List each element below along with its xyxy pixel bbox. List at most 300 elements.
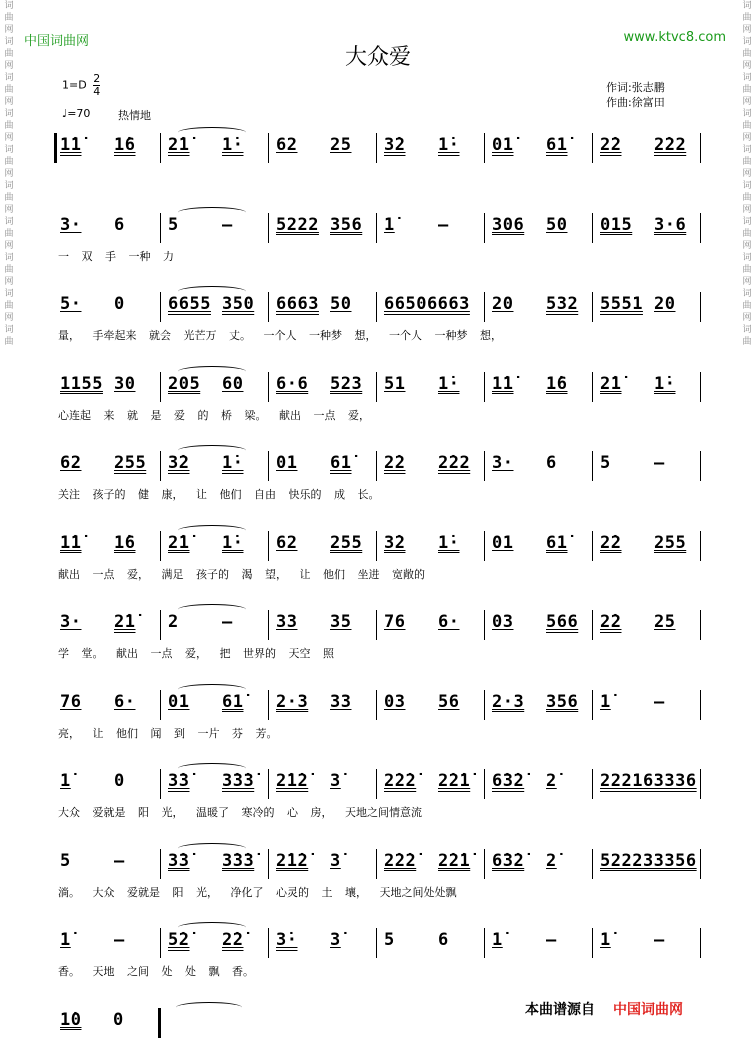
note-group: 0: [114, 771, 125, 791]
note-group: 2̇2̇1̇: [438, 771, 471, 791]
note-group: 3·6: [654, 214, 687, 235]
slur: [178, 843, 246, 854]
score-system: [54, 449, 702, 507]
note-group: 1̇0: [60, 1009, 82, 1030]
note-group: 2̇2̇2̇: [384, 850, 417, 871]
note-group: 3·: [492, 453, 514, 473]
note-group: —: [546, 930, 557, 950]
watermark-char: 曲: [4, 193, 14, 203]
watermark-char: 曲: [4, 265, 14, 275]
slur: [178, 127, 246, 138]
expression-mark: 热情地: [118, 109, 151, 122]
barline: [484, 531, 485, 561]
note-group: 1̇·: [222, 453, 244, 473]
slur: [178, 604, 246, 615]
note-group: 61̇: [330, 453, 352, 473]
barline: [592, 213, 593, 243]
note-group: 532: [546, 294, 579, 314]
credits: [606, 80, 665, 110]
slur: [176, 1002, 242, 1013]
watermark-char: 网: [742, 169, 752, 179]
note-group: 1̇·: [654, 373, 676, 394]
note-group: 1̇6: [546, 373, 568, 394]
watermark-char: 词: [4, 145, 14, 155]
note-group: 01̇: [492, 135, 514, 155]
note-group: 1̇1̇: [60, 135, 82, 155]
note-group: 5: [384, 930, 395, 950]
lyric-line: 量， 手牵起来 就会 光芒万 丈。 一个人 一种梦 想， 一个人 一种梦 想，: [58, 329, 502, 342]
site-url[interactable]: www.ktvc8.com: [623, 30, 726, 45]
watermark-char: 曲: [4, 13, 14, 23]
note-group: 3·: [60, 214, 82, 235]
watermark-char: 曲: [4, 229, 14, 239]
note-group: 50: [546, 214, 568, 235]
watermark-char: 词: [742, 37, 752, 47]
note-group: 1̇: [492, 930, 503, 950]
note-group: —: [222, 214, 233, 235]
note-group: 51: [384, 373, 406, 394]
note-group: 2̇1̇2̇: [276, 771, 309, 791]
lyric-line: 大众 爱就是 阳 光， 温暖了 寒冷的 心 房， 天地之间情意流: [58, 806, 422, 819]
note-group: 1̇6: [114, 532, 136, 553]
barline: [700, 133, 701, 163]
barline: [268, 133, 269, 163]
note-group: —: [438, 214, 449, 235]
note-group: 56: [438, 691, 460, 712]
note-group: 306: [492, 214, 525, 235]
barline: [160, 531, 161, 561]
watermark-char: 网: [742, 313, 752, 323]
watermark-char: 词: [742, 109, 752, 119]
note-group: 255: [114, 453, 147, 473]
note-group: 61̇: [222, 691, 244, 712]
watermark-char: 曲: [4, 85, 14, 95]
lyric-line: 香。 天地 之间 处 处 飘 香。: [58, 965, 254, 978]
note-group: 3̇2: [384, 532, 406, 553]
watermark-char: 网: [4, 133, 14, 143]
key-label: 1=D: [62, 78, 87, 92]
note-group: 6663: [276, 294, 319, 314]
watermark-char: 词: [4, 1, 14, 11]
score-system: [54, 767, 702, 825]
note-group: 1̇: [600, 691, 611, 712]
watermark-char: 曲: [742, 229, 752, 239]
watermark-char: 网: [4, 169, 14, 179]
watermark-char: 词: [742, 73, 752, 83]
watermark-char: 曲: [742, 193, 752, 203]
watermark-char: 词: [4, 181, 14, 191]
note-group: 1̇·: [222, 532, 244, 553]
watermark-char: 词: [742, 145, 752, 155]
note-group: 255: [654, 532, 687, 553]
note-group: 03: [492, 612, 514, 632]
note-group: 2̇2̇2̇: [384, 771, 417, 791]
watermark-char: 词: [742, 253, 752, 263]
note-group: 1̇: [60, 930, 71, 950]
score-system: [54, 370, 702, 428]
score-system: [54, 847, 702, 905]
site-name[interactable]: 中国词曲网: [24, 34, 90, 49]
note-group: 2̇2̇: [222, 930, 244, 950]
note-group: 522233356: [600, 850, 697, 871]
barline: [160, 769, 161, 799]
slur: [178, 207, 246, 218]
barline: [592, 928, 593, 958]
start-barline: [54, 133, 57, 163]
watermark-char: 曲: [742, 49, 752, 59]
lyric-line: 心连起 来 就 是 爱 的 桥 梁。 献出 一点 爱，: [58, 408, 370, 422]
watermark-char: 网: [742, 241, 752, 251]
watermark-char: 网: [742, 61, 752, 71]
time-bottom: 4: [93, 85, 101, 98]
note-group: 62: [276, 532, 298, 553]
score-title: 大众爱: [344, 45, 411, 70]
tempo-mark: ♩=70: [62, 107, 91, 120]
note-group: 1̇·: [438, 532, 460, 553]
watermark-char: 词: [742, 289, 752, 299]
note-group: 6655: [168, 294, 211, 314]
final-barline: [158, 1008, 161, 1038]
barline: [484, 292, 485, 322]
note-group: 523: [330, 373, 363, 394]
watermark-char: 曲: [4, 157, 14, 167]
barline: [160, 292, 161, 322]
note-group: 1̇6: [114, 135, 136, 155]
watermark-char: 曲: [742, 265, 752, 275]
watermark-char: 网: [4, 25, 14, 35]
note-group: 2̇1̇2̇: [276, 850, 309, 871]
note-group: 1̇·: [438, 373, 460, 394]
barline: [376, 451, 377, 481]
watermark-char: 曲: [742, 85, 752, 95]
note-group: 1155: [60, 373, 103, 394]
barline: [160, 213, 161, 243]
barline: [376, 292, 377, 322]
note-group: 6̇3̇2̇: [492, 771, 525, 791]
note-group: —: [114, 930, 125, 950]
barline: [160, 849, 161, 879]
barline: [484, 928, 485, 958]
watermark-char: 网: [742, 277, 752, 287]
note-group: 2̇2: [600, 135, 622, 155]
note-group: 3̇: [330, 850, 341, 871]
watermark-char: 网: [742, 97, 752, 107]
footer-source: [525, 999, 683, 1019]
note-group: 5: [600, 453, 611, 473]
barline: [268, 610, 269, 640]
watermark-char: 词: [742, 217, 752, 227]
barline: [160, 372, 161, 402]
note-group: 6̇3̇2̇: [492, 850, 525, 871]
note-group: 5: [168, 214, 179, 235]
time-top: 2: [93, 72, 101, 85]
barline: [484, 372, 485, 402]
barline: [592, 531, 593, 561]
note-group: 2̇22: [654, 135, 687, 155]
barline: [700, 610, 701, 640]
score-system: [54, 211, 702, 269]
watermark-char: 网: [4, 313, 14, 323]
note-group: 2: [168, 612, 179, 632]
barline: [376, 531, 377, 561]
footer-site[interactable]: 中国词曲网: [613, 1002, 683, 1018]
note-group: 33: [276, 612, 298, 632]
slur: [178, 525, 246, 536]
note-group: 20: [492, 294, 514, 314]
barline: [268, 372, 269, 402]
note-group: 03: [384, 691, 406, 712]
watermark-char: 词: [4, 73, 14, 83]
lyric-line: 学 堂。 献出 一点 爱， 把 世界的 天空 照: [58, 647, 334, 660]
note-group: 5: [60, 850, 71, 871]
note-group: 1̇: [600, 930, 611, 950]
note-group: 205: [168, 373, 201, 394]
note-group: 62: [276, 135, 298, 155]
note-group: 5222: [276, 214, 319, 235]
note-group: 1̇: [384, 214, 395, 235]
note-group: 50: [330, 294, 352, 314]
barline: [268, 690, 269, 720]
note-group: 2̇1̇: [168, 135, 190, 155]
note-group: 60: [222, 373, 244, 394]
note-group: 1̇·: [222, 135, 244, 155]
composer: 作曲:徐富田: [606, 96, 665, 109]
note-group: 1̇1̇: [492, 373, 514, 394]
watermark-char: 曲: [4, 49, 14, 59]
barline: [484, 133, 485, 163]
key-signature: [62, 73, 100, 98]
note-group: 6·: [438, 612, 460, 632]
note-group: 5̇2̇: [168, 930, 190, 950]
note-group: 255: [330, 532, 363, 553]
barline: [484, 690, 485, 720]
note-group: 3̇: [330, 771, 341, 791]
barline: [592, 690, 593, 720]
slur: [178, 366, 246, 377]
note-group: 3̇2: [168, 453, 190, 473]
watermark-char: 曲: [4, 121, 14, 131]
barline: [376, 928, 377, 958]
watermark-char: 词: [4, 217, 14, 227]
barline: [592, 372, 593, 402]
note-group: 6: [114, 214, 125, 235]
slur: [178, 286, 246, 297]
note-group: 61̇: [546, 532, 568, 553]
note-group: 2̇: [546, 850, 557, 871]
watermark-char: 网: [742, 133, 752, 143]
watermark-char: 网: [4, 97, 14, 107]
watermark-char: 曲: [742, 13, 752, 23]
score-system: [54, 290, 702, 348]
score-system: [54, 131, 702, 189]
barline: [592, 451, 593, 481]
note-group: 1̇·: [438, 135, 460, 155]
watermark-char: 词: [742, 181, 752, 191]
watermark-char: 词: [742, 325, 752, 335]
barline: [592, 769, 593, 799]
slur: [178, 684, 246, 695]
watermark-char: 词: [4, 325, 14, 335]
note-group: 3̇3̇: [168, 850, 190, 871]
barline: [484, 451, 485, 481]
note-group: 61̇: [546, 135, 568, 155]
barline: [700, 372, 701, 402]
note-group: 2̇2̇1̇: [438, 850, 471, 871]
note-group: 2̇22: [438, 453, 471, 473]
watermark-char: 词: [4, 37, 14, 47]
watermark-char: 曲: [742, 337, 752, 347]
note-group: —: [654, 930, 665, 950]
note-group: 0: [114, 294, 125, 314]
barline: [268, 292, 269, 322]
barline: [484, 213, 485, 243]
barline: [484, 610, 485, 640]
note-group: 566: [546, 612, 579, 632]
note-group: 6·: [114, 691, 136, 712]
note-group: 356: [546, 691, 579, 712]
barline: [700, 451, 701, 481]
note-group: 01: [276, 453, 298, 473]
watermark-char: 网: [4, 241, 14, 251]
barline: [484, 849, 485, 879]
note-group: 30: [114, 373, 136, 394]
barline: [700, 769, 701, 799]
score-system: [54, 529, 702, 587]
note-group: 2̇1̇: [600, 373, 622, 394]
slur: [178, 922, 246, 933]
watermark-char: 曲: [742, 301, 752, 311]
note-group: 6: [438, 930, 449, 950]
barline: [700, 213, 701, 243]
watermark-char: 词: [4, 289, 14, 299]
watermark-char: 网: [742, 205, 752, 215]
barline: [700, 928, 701, 958]
score-system: [54, 688, 702, 746]
barline: [592, 133, 593, 163]
barline: [376, 849, 377, 879]
barline: [376, 213, 377, 243]
barline: [700, 849, 701, 879]
score-system: [54, 608, 702, 666]
barline: [700, 690, 701, 720]
note-group: 2̇2: [600, 612, 622, 632]
note-group: 2̇1̇: [168, 532, 190, 553]
note-group: 25: [654, 612, 676, 632]
lyric-line: 一 双 手 一种 力: [58, 249, 174, 263]
side-watermark-left: [2, 0, 16, 1046]
barline: [376, 690, 377, 720]
barline: [160, 451, 161, 481]
note-group: 1̇: [60, 771, 71, 791]
note-group: —: [654, 453, 665, 473]
note-group: 350: [222, 294, 255, 314]
note-group: 33: [330, 691, 352, 712]
note-group: 1̇1̇: [60, 532, 82, 553]
barline: [700, 292, 701, 322]
note-group: 2̇2: [600, 532, 622, 553]
watermark-char: 曲: [4, 337, 14, 347]
watermark-char: 曲: [742, 121, 752, 131]
note-group: 35: [330, 612, 352, 632]
note-group: 5551: [600, 294, 643, 314]
side-watermark-right: [740, 0, 754, 1046]
note-group: 76: [60, 691, 82, 712]
note-group: 01: [168, 691, 190, 712]
note-group: 2̇2: [384, 453, 406, 473]
barline: [268, 531, 269, 561]
lyric-line: 献出 一点 爱， 满足 孩子的 渴 望， 让 他们 坐进 宽敞的: [58, 567, 425, 581]
barline: [268, 849, 269, 879]
barline: [592, 610, 593, 640]
barline: [700, 531, 701, 561]
watermark-char: 网: [4, 205, 14, 215]
note-group: 5·: [60, 294, 82, 314]
barline: [376, 372, 377, 402]
barline: [160, 690, 161, 720]
barline: [268, 769, 269, 799]
note-group: 3̇3̇3̇: [222, 771, 255, 791]
watermark-char: 曲: [4, 301, 14, 311]
lyric-line: 关注 孩子的 健 康， 让 他们 自由 快乐的 成 长。: [58, 488, 380, 501]
barline: [268, 451, 269, 481]
note-group: 76: [384, 612, 406, 632]
lyric-line: 亮， 让 他们 闻 到 一片 芬 芳。: [58, 726, 278, 740]
note-group: —: [114, 850, 125, 871]
note-group: 2·3: [276, 691, 309, 712]
barline: [160, 928, 161, 958]
note-group: 0: [113, 1009, 124, 1030]
note-group: 25: [330, 135, 352, 155]
footer-label: 本曲谱源自: [525, 1002, 595, 1018]
note-group: —: [654, 691, 665, 712]
barline: [268, 213, 269, 243]
score-system: [54, 926, 702, 984]
watermark-char: 网: [742, 25, 752, 35]
watermark-char: 网: [4, 61, 14, 71]
note-group: —: [222, 612, 233, 632]
barline: [484, 769, 485, 799]
note-group: 6: [546, 453, 557, 473]
note-group: 20: [654, 294, 676, 314]
lyric-line: 淌。 大众 爱就是 阳 光， 净化了 心灵的 土 壤， 天地之间处处飘: [58, 885, 457, 899]
barline: [160, 133, 161, 163]
barline: [592, 849, 593, 879]
watermark-char: 词: [742, 1, 752, 11]
note-group: 3·: [60, 612, 82, 632]
note-group: 2·3: [492, 691, 525, 712]
note-group: 356: [330, 214, 363, 235]
barline: [376, 133, 377, 163]
barline: [376, 769, 377, 799]
note-group: 3̇: [330, 930, 341, 950]
barline: [160, 610, 161, 640]
slur: [178, 445, 246, 456]
watermark-char: 词: [4, 109, 14, 119]
barline: [376, 610, 377, 640]
note-group: 3̇3̇: [168, 771, 190, 791]
note-group: 3̇·: [276, 930, 298, 950]
watermark-char: 词: [4, 253, 14, 263]
note-group: 6·6: [276, 373, 309, 394]
note-group: 015: [600, 214, 633, 235]
note-group: 01: [492, 532, 514, 553]
note-group: 62: [60, 453, 82, 473]
watermark-char: 网: [4, 277, 14, 287]
slur: [178, 763, 246, 774]
note-group: 222163336: [600, 771, 697, 791]
note-group: 2̇1̇: [114, 612, 136, 632]
note-group: 3̇2: [384, 135, 406, 155]
